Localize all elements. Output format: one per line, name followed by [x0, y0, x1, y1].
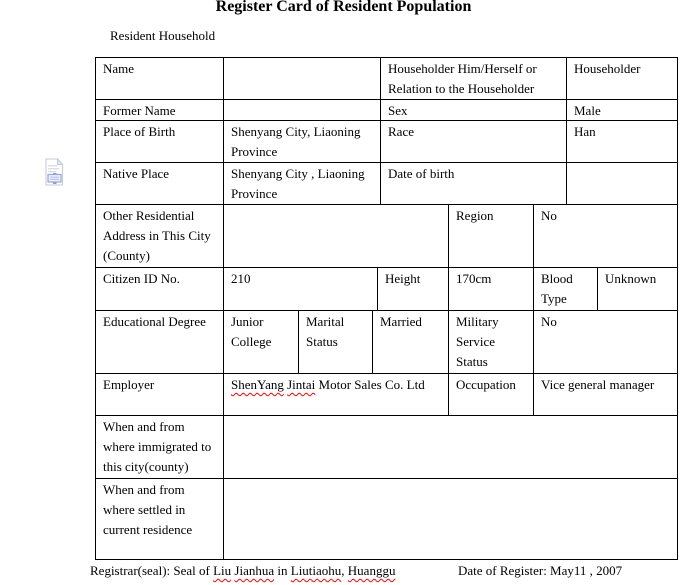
- occupation-value: Vice general manager: [541, 377, 655, 392]
- comma: ,: [341, 563, 345, 578]
- citizen-id-label: Citizen ID No.: [96, 268, 224, 310]
- place-of-birth-value: Shenyang City, Liaoning Province: [224, 121, 381, 162]
- education-value: Junior College: [224, 311, 299, 373]
- table-row-employer: [96, 374, 677, 416]
- date-of-birth-label: Date of birth: [381, 163, 567, 204]
- spellcheck-word: Liutiaohu: [290, 563, 342, 578]
- other-address-value: [224, 205, 449, 267]
- table-row-citizen-id: [96, 268, 677, 311]
- native-place-value: Shenyang City , Liaoning Province: [224, 163, 381, 204]
- height-value: 170cm: [449, 268, 534, 310]
- settled-label: When and from where settled in current residence: [96, 479, 224, 559]
- region-label: Region: [449, 205, 534, 267]
- name-value: [224, 58, 381, 99]
- immigrated-value: [224, 416, 677, 478]
- former-name-value: [224, 100, 381, 120]
- householder-relation-value: Householder: [574, 61, 641, 76]
- sex-label: Sex: [381, 100, 567, 120]
- table-row-other-address: [96, 205, 677, 268]
- spellcheck-word: Jianhua: [234, 563, 275, 578]
- table-row-name: [96, 58, 677, 100]
- table-row-education: [96, 311, 677, 374]
- employer-label: Employer: [96, 374, 224, 415]
- blood-type-value: Unknown: [605, 271, 657, 286]
- marital-status-value: Married: [373, 311, 449, 373]
- race-label: Race: [381, 121, 567, 162]
- marital-status-label: Marital Status: [299, 311, 373, 373]
- citizen-id-value: 210: [224, 268, 378, 310]
- registrar-line: [90, 562, 395, 580]
- page-title: Register Card of Resident Population: [215, 0, 472, 15]
- place-of-birth-label: Place of Birth: [96, 121, 224, 162]
- household-type-label: Resident Household: [110, 28, 216, 43]
- spellcheck-word: Jintai: [287, 377, 316, 392]
- sex-value: Male: [574, 103, 601, 118]
- former-name-label: Former Name: [96, 100, 224, 120]
- spellcheck-word: ShenYang: [231, 377, 284, 392]
- height-label: Height: [378, 268, 449, 310]
- date-of-birth-value: [567, 163, 677, 204]
- education-label: Educational Degree: [96, 311, 224, 373]
- region-value: No: [541, 208, 557, 223]
- date-of-register: Date of Register: May11 , 2007: [458, 563, 623, 578]
- registrar-mid: in: [277, 563, 288, 578]
- native-place-label: Native Place: [96, 163, 224, 204]
- householder-relation-label: Householder Him/Herself or Relation to the Householder: [381, 58, 567, 99]
- registrar-prefix: Registrar(seal): Seal of: [90, 563, 210, 578]
- race-value: Han: [574, 124, 596, 139]
- military-service-label: Military Service Status: [449, 311, 534, 373]
- spellcheck-word: Liu: [213, 563, 232, 578]
- immigrated-label: When and from where immigrated to this city(county): [96, 416, 224, 478]
- register-table: [95, 57, 678, 560]
- employer-value-rest: Motor Sales Co. Ltd: [318, 377, 425, 392]
- employer-value: [224, 374, 449, 415]
- military-service-value: No: [541, 314, 557, 329]
- name-label: Name: [96, 58, 224, 99]
- table-row-settled: [96, 479, 677, 559]
- other-address-label: Other Residential Address in This City (County): [96, 205, 224, 267]
- table-row-immigrated: [96, 416, 677, 479]
- spellcheck-word: Huanggu: [347, 563, 396, 578]
- occupation-label: Occupation: [449, 374, 534, 415]
- embedded-document-icon: [45, 158, 64, 186]
- table-row-former-name: [96, 100, 677, 121]
- table-row-native-place: [96, 163, 677, 205]
- table-row-place-of-birth: [96, 121, 677, 163]
- blood-type-label: Blood Type: [534, 268, 598, 310]
- settled-value: [224, 479, 677, 559]
